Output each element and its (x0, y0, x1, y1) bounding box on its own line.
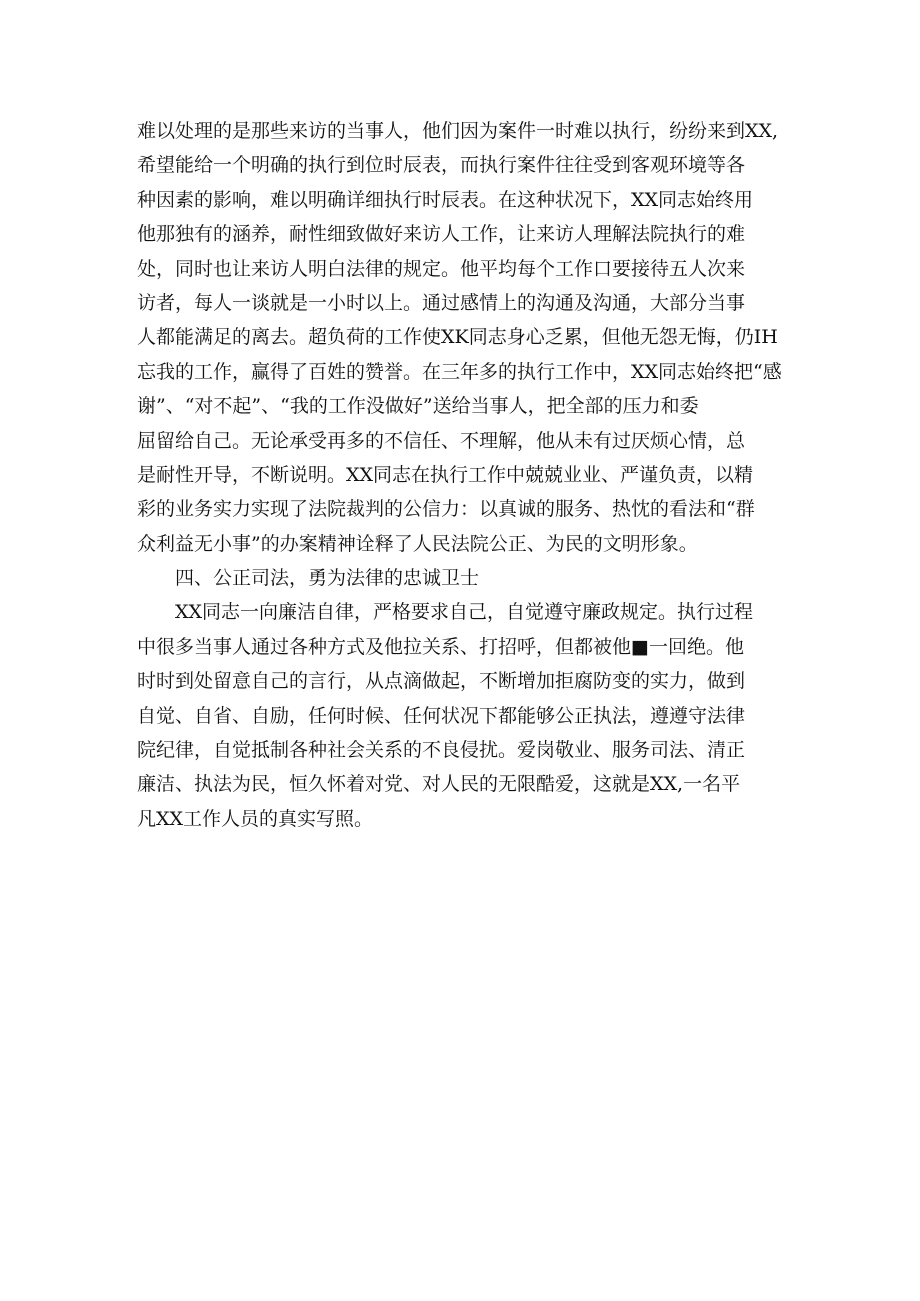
paragraph-line: 访者，每人一谈就是一小时以上。通过感情上的沟通及沟通，大部分当事 (137, 291, 746, 314)
paragraph-line: 屈留给自己。无论承受再多的不信任、不理解，他从未有过厌烦心情，总 (137, 429, 746, 452)
paragraph-2 (137, 595, 785, 836)
paragraph-line: 中很多当事人通过各种方式及他拉关系、打招呼，但都被他■一回绝。他 (137, 635, 744, 658)
paragraph-line: 彩的业务实力实现了法院裁判的公信力：以真诚的服务、热忱的看法和“群 (137, 498, 755, 521)
paragraph-line: 自觉、自省、自励，任何时候、任何状况下都能够公正执法，遵遵守法律 (137, 704, 746, 727)
paragraph-line: 希望能给一个明确的执行到位时辰表，而执行案件往往受到客观环境等各 (137, 154, 746, 177)
section-heading: 四、公正司法，勇为法律的忠诚卫士 (175, 567, 480, 590)
paragraph-line: 谢”、“对不起”、“我的工作没做好”送给当事人，把全部的压力和委 (137, 395, 699, 418)
paragraph-line: 众利益无小事”的办案精神诠释了人民法院公正、为民的文明形象。 (137, 532, 698, 555)
paragraph-line: 处，同时也让来访人明白法律的规定。他平均每个工作口要接待五人次来 (137, 257, 746, 280)
paragraph-line: 是耐性开导，不断说明。XX同志在执行工作中兢兢业业、严谨负责，以精 (137, 463, 754, 486)
paragraph-line: 院纪律，自觉抵制各种社会关系的不良侵扰。爱岗敬业、服务司法、清正 (137, 739, 746, 762)
paragraph-line: 凡XX工作人员的真实写照。 (137, 807, 374, 830)
paragraph-1 (137, 114, 785, 561)
document-body (137, 114, 785, 836)
paragraph-line: 人都能满足的离去。超负荷的工作使XK同志身心乏累，但他无怨无悔，仍IH (137, 326, 778, 349)
paragraph-line: 难以处理的是那些来访的当事人，他们因为案件一时难以执行，纷纷来到XX, (137, 120, 779, 142)
paragraph-line: 时时到处留意自己的言行，从点滴做起，不断增加拒腐防变的实力，做到 (137, 670, 746, 693)
paragraph-line: 他那独有的涵养，耐性细致做好来访人工作，让来访人理解法院执行的难 (137, 223, 746, 246)
paragraph-line: 廉洁、执法为民，恒久怀着对党、对人民的无限酷爱，这就是XX,一名平 (137, 773, 741, 796)
paragraph-line: 种因素的影响，难以明确详细执行时辰表。在这种状况下，XX同志始终用 (137, 188, 754, 211)
paragraph-line: 忘我的工作，赢得了百姓的赞誉。在三年多的执行工作中，XX同志始终把“感 (137, 360, 782, 383)
paragraph-line: XX同志一向廉洁自律，严格要求自己，自觉遵守廉政规定。执行过程 (175, 601, 754, 624)
